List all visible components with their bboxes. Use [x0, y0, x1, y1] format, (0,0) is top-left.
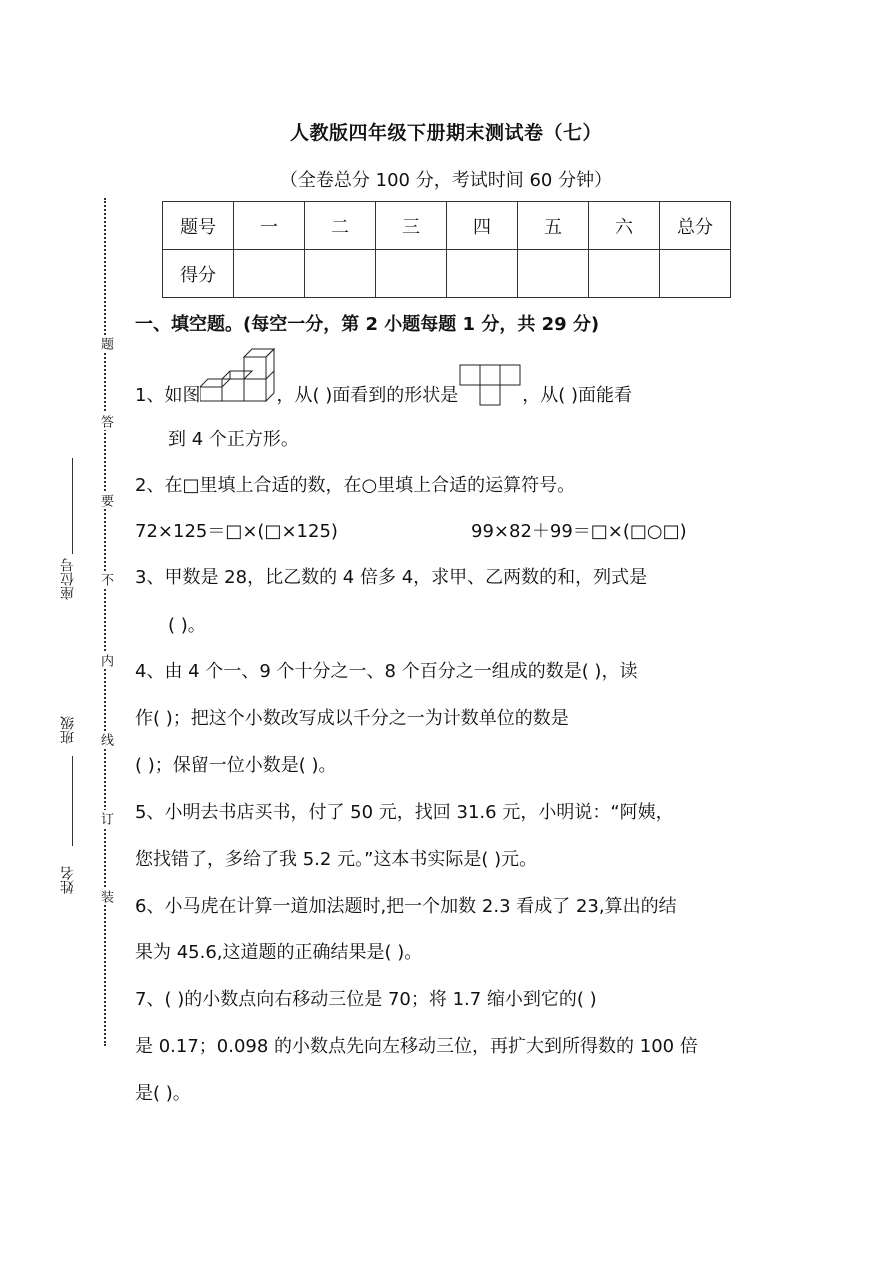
table-cell: 总分: [660, 202, 731, 250]
seat-number-label: 座位号: [60, 558, 76, 600]
binding-char: 线: [98, 733, 113, 746]
class-blank: [72, 756, 74, 846]
question-1: [135, 384, 632, 409]
table-cell: 二: [305, 202, 376, 250]
question-5: 5、小明去书店买书，付了 50 元，找回 31.6 元，小明说：“阿姨，: [135, 802, 674, 823]
question-2: 2、在□里填上合适的数，在○里填上合适的运算符号。: [135, 475, 576, 496]
score-blank-cell[interactable]: [376, 250, 447, 298]
table-cell: 得分: [163, 250, 234, 298]
table-cell: 题号: [163, 202, 234, 250]
page-title: 人教版四年级下册期末测试卷（七）: [289, 122, 602, 144]
score-blank-cell[interactable]: [518, 250, 589, 298]
cube-figure-icon: [200, 345, 276, 407]
table-cell: 三: [376, 202, 447, 250]
question-text: 作( )；把这个小数改写成以千分之一为计数单位的数是: [135, 708, 569, 729]
question-text: 果为 45.6,这道题的正确结果是( )。: [135, 942, 423, 963]
binding-char: 题: [98, 337, 113, 350]
question-text: ( )；保留一位小数是( )。: [135, 755, 337, 776]
binding-char: 要: [98, 494, 113, 507]
question-text: 是 0.17；0.098 的小数点先向左移动三位，再扩大到所得数的 100 倍: [135, 1036, 698, 1057]
binding-char: 订: [98, 812, 113, 825]
score-table: [162, 201, 731, 298]
class-label: 班级: [60, 716, 76, 744]
question-text: ，从( )面能看: [522, 385, 633, 406]
table-cell: 一: [234, 202, 305, 250]
score-blank-cell[interactable]: [660, 250, 731, 298]
binding-char: 装: [98, 890, 113, 903]
table-cell: 五: [518, 202, 589, 250]
question-text: 到 4 个正方形。: [168, 429, 299, 450]
table-row: [163, 250, 731, 298]
binding-char: 内: [98, 654, 113, 667]
binding-char: 答: [98, 415, 113, 428]
table-cell: 六: [589, 202, 660, 250]
question-6: 6、小马虎在计算一道加法题时,把一个加数 2.3 看成了 23,算出的结: [135, 896, 677, 917]
shape-view-icon: [458, 363, 522, 409]
question-text: 1、如图: [135, 385, 201, 406]
question-4: 4、由 4 个一、9 个十分之一、8 个百分之一组成的数是( )，读: [135, 661, 638, 682]
table-row: [163, 202, 731, 250]
score-blank-cell[interactable]: [234, 250, 305, 298]
question-7: 7、( )的小数点向右移动三位是 70；将 1.7 缩小到它的( ): [135, 989, 597, 1010]
question-3: 3、甲数是 28，比乙数的 4 倍多 4，求甲、乙两数的和，列式是: [135, 567, 648, 588]
equation: 99×82＋99＝□×(□○□): [471, 521, 687, 542]
page-subtitle: （全卷总分 100 分，考试时间 60 分钟）: [279, 170, 613, 191]
score-blank-cell[interactable]: [589, 250, 660, 298]
section-heading: 一、填空题。(每空一分，第 2 小题每题 1 分，共 29 分): [135, 314, 600, 335]
score-blank-cell[interactable]: [305, 250, 376, 298]
binding-dotted-line: [104, 198, 106, 1046]
question-text: 您找错了，多给了我 5.2 元。”这本书实际是( )元。: [135, 849, 538, 870]
table-cell: 四: [447, 202, 518, 250]
question-text: ，从( )面看到的形状是: [276, 385, 459, 406]
name-label: 姓名: [60, 866, 76, 894]
equation: 72×125＝□×(□×125): [135, 521, 338, 542]
answer-blank: ( )。: [168, 615, 206, 636]
binding-char: 不: [98, 573, 113, 586]
question-text: 是( )。: [135, 1083, 191, 1104]
score-blank-cell[interactable]: [447, 250, 518, 298]
seat-number-blank: [72, 458, 74, 554]
